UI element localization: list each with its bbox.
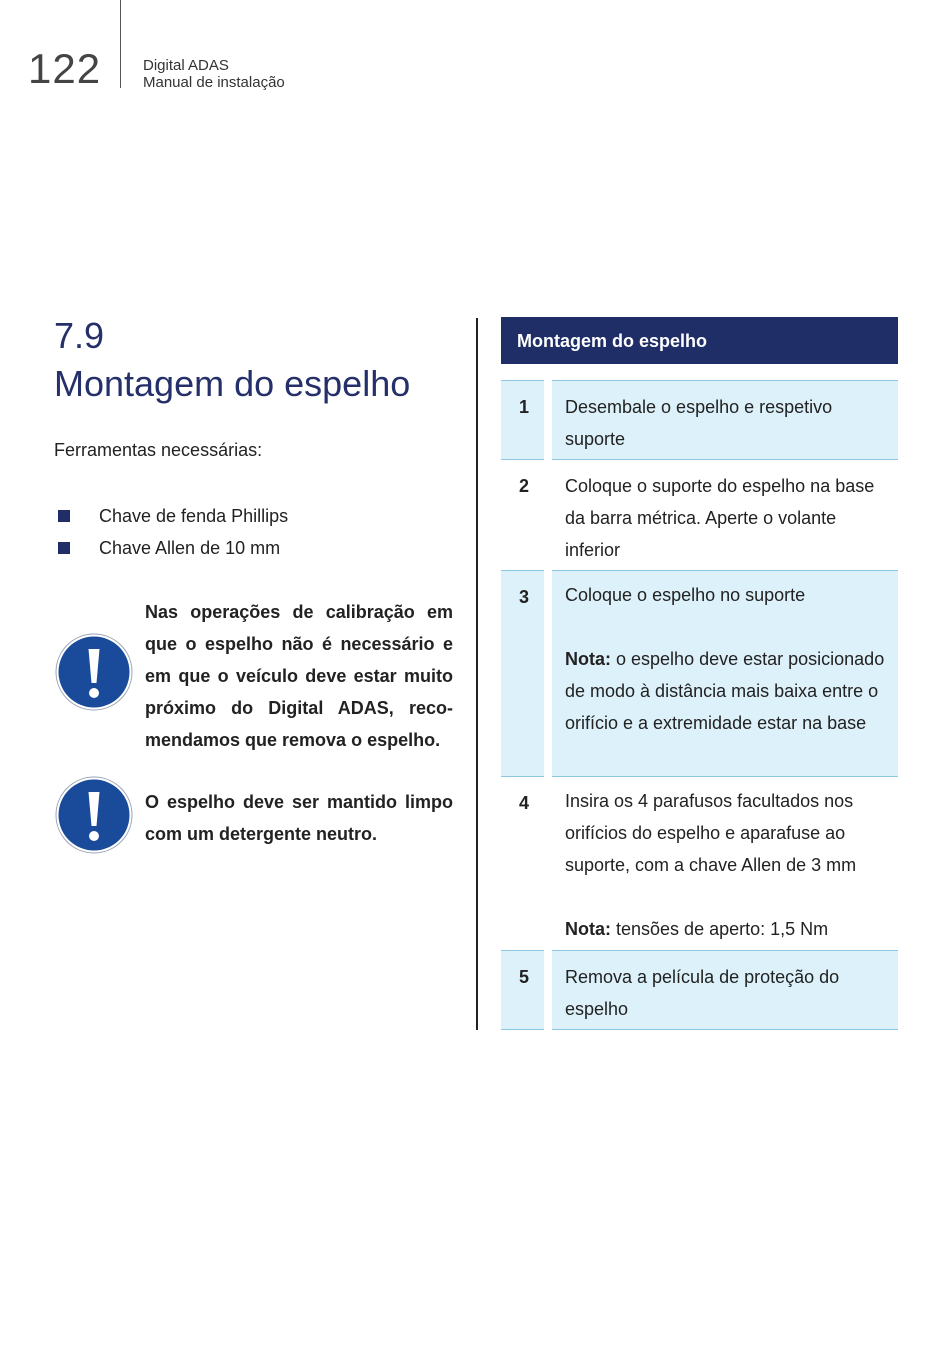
step-number [501, 951, 544, 1029]
step-number [501, 777, 544, 950]
step-text [552, 381, 898, 459]
exclamation-warning-icon [55, 776, 133, 854]
step-number-text: 2 [519, 476, 530, 496]
step-note [565, 913, 888, 945]
exclamation-warning-icon [55, 633, 133, 711]
column-divider [476, 318, 478, 1030]
step-text-content: Coloque o espelho no suporte [565, 585, 806, 605]
step-note [565, 643, 888, 739]
warning-text: Nas operações de calibração em que o espelho não é necessário e em que o veículo deve estar muito próximo do Digital ADAS, recomendamos que remova o espelho. [145, 602, 453, 750]
step-text-content: Insira os 4 parafusos facultados nos orifícios do espelho e aparafuse ao suporte, com a chave Allen de 3 mm [565, 791, 857, 875]
tools-heading: Ferramentas necessárias: [54, 440, 263, 460]
step-number-text: 4 [519, 793, 530, 813]
note-label: Nota: [565, 649, 611, 669]
note-label: Nota: [565, 919, 611, 939]
tool-label: Chave de fenda Phillips [99, 506, 289, 526]
step-text [552, 460, 898, 570]
row-divider [552, 1029, 898, 1030]
step-number-text: 1 [519, 397, 530, 417]
step-number-text: 3 [519, 587, 530, 607]
step-text-content: Coloque o suporte do espelho na base da barra métrica. Aperte o volante inferior [565, 476, 875, 560]
doc-subtitle: Manual de instalação [143, 74, 285, 91]
section-number: 7.9 [54, 315, 105, 356]
step-text-content: Remova a película de proteção do espelho [565, 967, 840, 1019]
header-divider [120, 0, 121, 88]
doc-title: Digital ADAS [143, 57, 229, 74]
square-bullet-icon [58, 510, 70, 522]
note-text: tensões de aperto: 1,5 Nm [616, 919, 829, 939]
step-text [552, 777, 898, 950]
step-text-content: Desembale o espelho e respetivo suporte [565, 397, 833, 449]
document-header [143, 57, 285, 91]
step-number [501, 381, 544, 459]
step-number-text: 5 [519, 967, 530, 987]
step-text [552, 951, 898, 1029]
step-text [552, 571, 898, 776]
page-number: 122 [28, 45, 102, 92]
table-title: Montagem do espelho [501, 317, 898, 364]
step-number [501, 460, 544, 570]
row-divider [501, 1029, 544, 1030]
square-bullet-icon [58, 542, 70, 554]
tool-label: Chave Allen de 10 mm [99, 538, 281, 558]
warning-text: O espelho deve ser mantido limpo com um detergente neutro. [145, 792, 453, 844]
section-title: Montagem do espelho [54, 363, 411, 404]
note-text: o espelho deve estar posicionado de modo à distância mais baixa entre o orifício e a extremidade estar na base [565, 649, 885, 733]
step-number [501, 571, 544, 776]
